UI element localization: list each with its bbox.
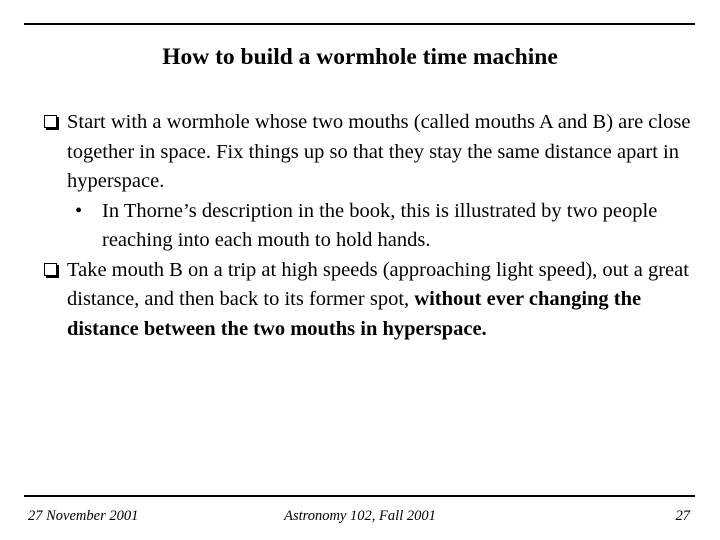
footer-page-number: 27 xyxy=(675,508,690,524)
bullet-2 xyxy=(44,256,694,345)
footer-course: Astronomy 102, Fall 2001 xyxy=(284,508,436,524)
bullet-1-text: Start with a wormhole whose two mouths (called mouths A and B) are close together in space. Fix things up so that they stay the same distance apart in hyperspace. xyxy=(67,111,691,192)
checkbox-bullet-icon xyxy=(44,115,57,128)
bullet-1 xyxy=(44,108,694,197)
slide-title: How to build a wormhole time machine xyxy=(162,44,558,70)
bullet-2-bold-text: without ever changing the distance between the two mouths in hyperspace. xyxy=(67,288,642,340)
subbullet-1 xyxy=(44,197,694,256)
checkbox-bullet-icon xyxy=(44,263,57,276)
slide-content xyxy=(44,108,694,344)
top-rule xyxy=(24,23,695,25)
footer-date: 27 November 2001 xyxy=(28,508,139,524)
dot-bullet-icon: • xyxy=(75,199,83,222)
bullet-2-text: Take mouth B on a trip at high speeds (approaching light speed), out a great distance, and then back to its former spot, xyxy=(67,258,689,310)
bottom-rule xyxy=(24,495,695,497)
subbullet-1-text: In Thorne’s description in the book, this is illustrated by two people reaching into each mouth to hold hands. xyxy=(102,199,658,251)
